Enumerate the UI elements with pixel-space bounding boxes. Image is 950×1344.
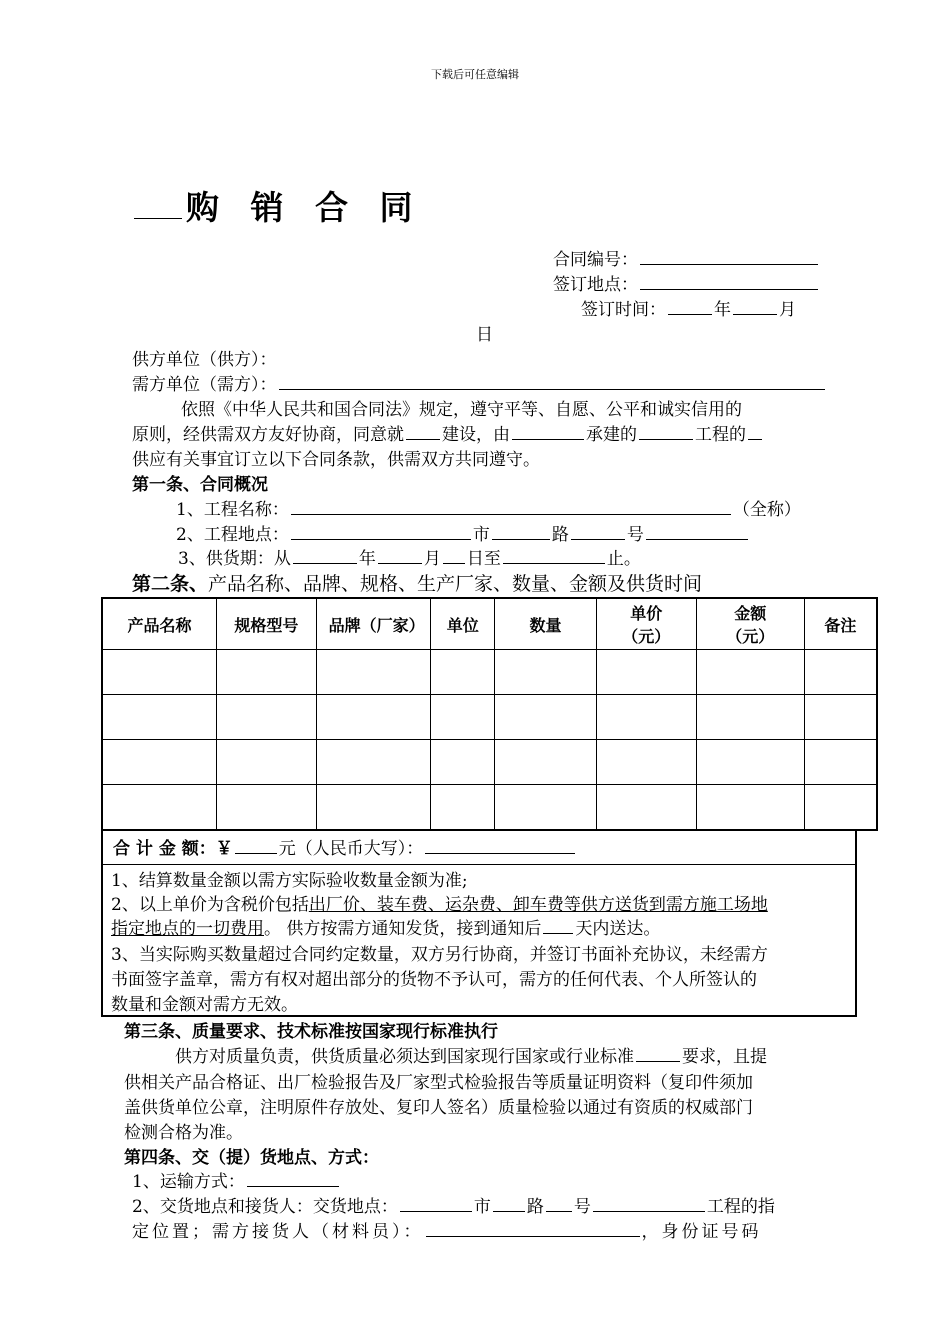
sign-month-field[interactable] [733, 298, 777, 315]
intro-line-2 [132, 423, 764, 447]
intro-line-3: 供应有关事宜订立以下合同条款，供需双方共同遵守。 [132, 450, 540, 470]
city-label: 市 [472, 525, 490, 545]
art4-item1 [132, 1170, 341, 1194]
table-cell[interactable] [217, 740, 317, 785]
art2-heading-bold: 第二条、 [132, 573, 209, 595]
art2-heading [132, 570, 702, 598]
note2-text-a: 2、以上单价为含税价包括 [111, 895, 309, 915]
header-note: 下载后可任意编辑 [431, 68, 519, 81]
intro-line-1: 依照《中华人民共和国合同法》规定，遵守平等、自愿、公平和诚实信用的 [181, 400, 742, 420]
full-name-suffix: （全称） [732, 500, 801, 520]
buyer-label: 需方单位（需方）： [132, 375, 277, 395]
table-row [102, 695, 877, 740]
col-unit-price: 单价（元） [596, 598, 696, 650]
table-cell[interactable] [431, 650, 495, 695]
project-site-label: 2、工程地点： [176, 525, 289, 545]
table-cell[interactable] [217, 785, 317, 831]
supply-period-label: 3、供货期：从 [178, 549, 291, 569]
contractor-field[interactable] [512, 423, 584, 440]
table-cell[interactable] [596, 695, 696, 740]
table-cell[interactable] [495, 650, 597, 695]
table-cell[interactable] [431, 740, 495, 785]
total-note-3a: 3、当实际购买数量超过合同约定数量，双方另行协商，并签订书面补充协议，未经需方 [111, 945, 768, 965]
number-label: 号 [626, 525, 644, 545]
supplier-line: 供方单位（供方）： [132, 350, 277, 370]
art4-item2 [132, 1195, 775, 1219]
contract-no-label: 合同编号： [553, 250, 638, 270]
sign-place-line [553, 273, 820, 297]
table-row [102, 650, 877, 695]
col-product-name: 产品名称 [102, 598, 217, 650]
site-city-field[interactable] [291, 523, 471, 540]
col-brand: 品牌（厂家） [316, 598, 431, 650]
title-blank [134, 184, 182, 219]
table-cell[interactable] [804, 695, 877, 740]
art3-text-b: 要求，且提 [682, 1047, 767, 1067]
total-note-3b: 书面签字盖章，需方有权对超出部分的货物不予认可，需方的任何代表、个人所签认的 [111, 970, 757, 990]
delivery-place-label: 2、交货地点和接货人：交货地点： [132, 1197, 398, 1217]
project-name-label: 1、工程名称： [176, 500, 289, 520]
intro-text-d: 工程的 [695, 425, 746, 445]
from-day-field[interactable] [443, 547, 465, 564]
buyer-line [132, 373, 827, 397]
table-cell[interactable] [696, 785, 804, 831]
table-cell[interactable] [316, 695, 431, 740]
table-cell[interactable] [804, 785, 877, 831]
delivery-city-field[interactable] [400, 1195, 472, 1212]
note2-text-c: 天内送达。 [575, 919, 661, 939]
total-note-2b [111, 917, 660, 941]
site-extra-field[interactable] [646, 523, 748, 540]
table-cell[interactable] [102, 740, 217, 785]
table-cell[interactable] [804, 650, 877, 695]
transport-field[interactable] [247, 1170, 339, 1187]
art2-heading-rest: 产品名称、品牌、规格、生产厂家、数量、金额及供货时间 [208, 573, 703, 595]
art1-item1 [176, 498, 801, 522]
delivery-road-label: 路 [526, 1197, 544, 1217]
art3-line-3: 盖供货单位公章，注明原件存放处、复印人签名）质量检验以通过有资质的权威部门 [124, 1098, 753, 1118]
contract-no-line [553, 248, 820, 272]
end-label: 止。 [606, 549, 641, 569]
table-cell[interactable] [217, 695, 317, 740]
project-field[interactable] [406, 423, 440, 440]
project-name-field[interactable] [291, 498, 731, 515]
table-cell[interactable] [102, 785, 217, 831]
art3-line-1 [175, 1045, 767, 1069]
delivery-number-field[interactable] [546, 1195, 572, 1212]
table-cell[interactable] [596, 785, 696, 831]
table-cell[interactable] [431, 785, 495, 831]
col-remark: 备注 [804, 598, 877, 650]
total-box [101, 829, 857, 1017]
receiver-label: 定位置；需方接货人（材料员）： [132, 1222, 424, 1242]
total-amount-field[interactable] [235, 837, 277, 854]
table-cell[interactable] [696, 650, 804, 695]
id-number-label: ，身份证号码 [641, 1222, 762, 1242]
table-cell[interactable] [102, 695, 217, 740]
delivery-city-label: 市 [473, 1197, 491, 1217]
site-road-field[interactable] [492, 523, 550, 540]
sign-place-field[interactable] [640, 273, 818, 290]
sign-time-line [581, 298, 796, 322]
page-title [132, 182, 422, 229]
total-uppercase-field[interactable] [425, 837, 575, 854]
delivery-project-field[interactable] [593, 1195, 705, 1212]
intro-text-b: 建设，由 [442, 425, 510, 445]
total-yuan-label: 元（人民币大写）： [278, 839, 424, 859]
sign-time-label: 签订时间： [581, 300, 666, 320]
table-cell[interactable] [431, 695, 495, 740]
transport-label: 1、运输方式： [132, 1172, 245, 1192]
day-to-label: 日至 [466, 549, 501, 569]
total-note-1: 1、结算数量金额以需方实际验收数量金额为准; [111, 871, 468, 891]
table-cell[interactable] [316, 740, 431, 785]
delivery-days-field[interactable] [543, 917, 573, 934]
art1-item2 [176, 523, 750, 547]
contract-no-field[interactable] [640, 248, 818, 265]
intro-text-c: 承建的 [586, 425, 637, 445]
table-cell[interactable] [495, 695, 597, 740]
from-month-label: 月 [423, 549, 441, 569]
note2-text-b: 。 供方按需方通知发货，接到通知后 [264, 919, 542, 939]
art3-line-4: 检测合格为准。 [124, 1123, 243, 1143]
table-cell[interactable] [596, 740, 696, 785]
art3-line-2: 供相关产品合格证、出厂检验报告及厂家型式检验报告等质量证明资料（复印件须加 [124, 1073, 753, 1093]
art1-heading: 第一条、合同概况 [132, 475, 268, 495]
receiver-field[interactable] [426, 1220, 640, 1237]
work-field[interactable] [639, 423, 693, 440]
table-cell[interactable] [217, 650, 317, 695]
year-label: 年 [714, 300, 731, 320]
supply-field[interactable] [748, 423, 762, 440]
table-header-row [102, 598, 877, 650]
table-cell[interactable] [495, 785, 597, 831]
road-label: 路 [551, 525, 569, 545]
month-label: 月 [779, 300, 796, 320]
total-amount-row [103, 831, 855, 865]
total-note-3c: 数量和金额对需方无效。 [111, 995, 298, 1015]
sign-place-label: 签订地点： [553, 275, 638, 295]
art3-text-a: 供方对质量负责，供货质量必须达到国家现行国家或行业标准 [175, 1047, 634, 1067]
art3-heading: 第三条、质量要求、技术标准按国家现行标准执行 [124, 1022, 498, 1042]
art1-item3 [178, 547, 641, 571]
table-cell[interactable] [804, 740, 877, 785]
sign-year-field[interactable] [668, 298, 712, 315]
note2-underlined-2: 指定地点的一切费用 [111, 919, 264, 939]
delivery-number-label: 号 [573, 1197, 591, 1217]
total-amount-line [113, 837, 577, 861]
total-note-2 [111, 893, 768, 917]
table-cell[interactable] [696, 740, 804, 785]
col-unit: 单位 [431, 598, 495, 650]
table-cell[interactable] [316, 785, 431, 831]
table-cell[interactable] [495, 740, 597, 785]
table-row [102, 740, 877, 785]
table-cell[interactable] [102, 650, 217, 695]
from-month-field[interactable] [378, 547, 422, 564]
from-year-field[interactable] [293, 547, 357, 564]
table-row [102, 785, 877, 831]
buyer-field[interactable] [279, 373, 825, 390]
day-label: 日 [476, 325, 493, 345]
to-date-field[interactable] [503, 547, 605, 564]
note2-underlined: 出厂价、装车费、运杂费、卸车费等供方送货到需方施工场地 [308, 895, 768, 915]
col-spec-model: 规格型号 [217, 598, 317, 650]
art4-heading: 第四条、交（提）货地点、方式： [124, 1148, 379, 1168]
delivery-text-b: 工程的指 [706, 1197, 775, 1217]
col-amount: 金额（元） [696, 598, 804, 650]
col-quantity: 数量 [495, 598, 597, 650]
standard-field[interactable] [636, 1045, 680, 1062]
table-cell[interactable] [316, 650, 431, 695]
from-year-label: 年 [358, 549, 376, 569]
intro-text-a: 原则，经供需双方友好协商，同意就 [132, 425, 404, 445]
title-text: 购 销 合 同 [186, 188, 423, 227]
table-cell[interactable] [596, 650, 696, 695]
art4-item2-cont [132, 1220, 762, 1244]
total-amount-label: 合 计 金 额：￥ [113, 839, 233, 859]
site-number-field[interactable] [571, 523, 625, 540]
product-table [101, 597, 878, 831]
table-cell[interactable] [696, 695, 804, 740]
delivery-road-field[interactable] [493, 1195, 525, 1212]
